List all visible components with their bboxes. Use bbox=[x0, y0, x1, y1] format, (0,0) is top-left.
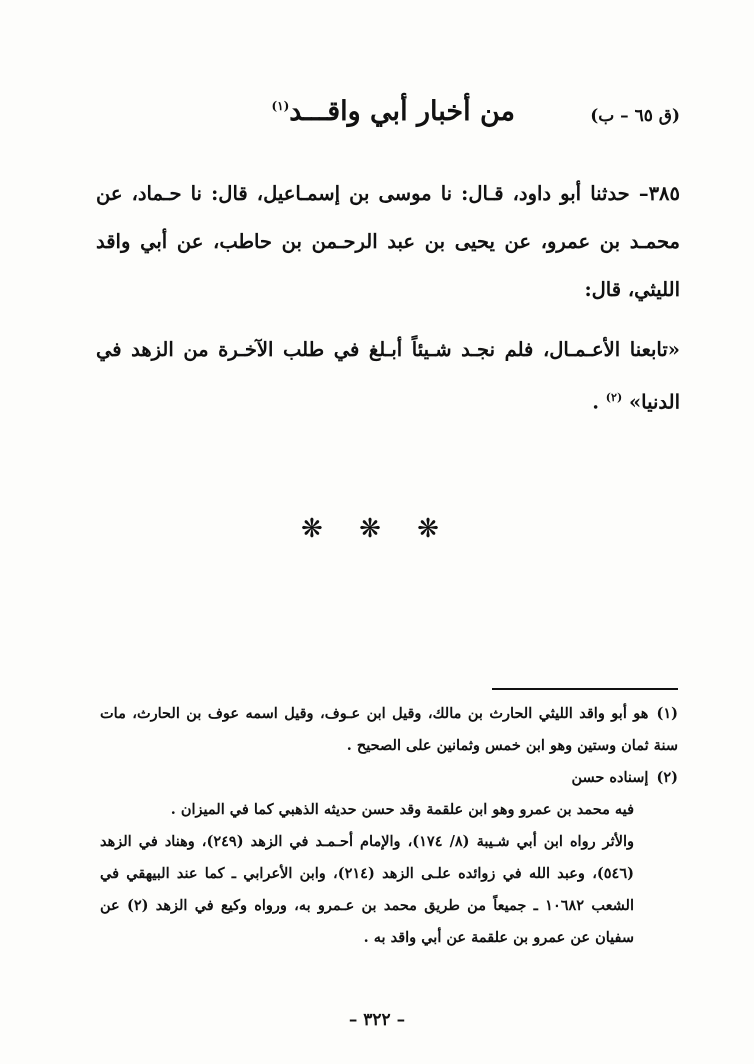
footnote-2-number: (٢) bbox=[656, 769, 678, 786]
footnote-1-text: هو أبو واقد الليثي الحارث بن مالك، وقيل ابن عـوف، وقيل اسمه عوف بن الحارث، مات سنة ثمان وستين وهو ابن خمس وثمانين على الصحيح . bbox=[100, 705, 678, 754]
footnote-1-number: (١) bbox=[656, 705, 678, 722]
chapter-title bbox=[271, 96, 515, 127]
footnote-1 bbox=[100, 698, 678, 762]
matn-end-mark: . bbox=[592, 390, 606, 414]
footnote-separator-line bbox=[492, 688, 678, 690]
footnote-2-heading-line bbox=[100, 762, 678, 794]
hadith-matn-text: «تابعنا الأعـمـال، فلم نجـد شـيئاً أبـلغ في طلب الآخـرة من الزهد في الدنيا» bbox=[96, 338, 680, 414]
section-divider-ornament: ❋ ❋ ❋ bbox=[301, 514, 453, 544]
footnotes-section bbox=[100, 698, 678, 954]
title-footnote-marker: (١) bbox=[271, 99, 290, 113]
hadith-matn bbox=[96, 326, 680, 427]
page-number: – ٣٢٢ – bbox=[348, 1010, 406, 1030]
hadith-body bbox=[96, 170, 680, 427]
matn-footnote-marker: (٢) bbox=[605, 391, 623, 404]
manuscript-folio-reference: (ق ٦٥ – ب) bbox=[590, 106, 680, 126]
hadith-isnad: ٣٨٥– حدثنا أبو داود، قـال: نا موسى بن إسمـاعيل، قال: نا حـماد، عن محمـد بن عمرو، عن يحيى بن عبد الرحـمن بن حاطب، عن أبي واقد الليثي، قال: bbox=[96, 182, 680, 301]
chapter-title-text: من أخبار أبي واقـــد bbox=[289, 96, 515, 127]
footnote-2-line-2: والأثر رواه ابن أبي شـيبة (٨/ ١٧٤)، والإمام أحـمـد في الزهد (٢٤٩)، وهناد في الزهد (٥٤٦)، وعبد الله في زوائده علـى الزهد (٢١٤)، وابن الأعرابي ـ كما عند البيهقي في الشعب ١٠٦٨٢ ـ جميعاً من طريق محمد بن عـمرو به، ورواه وكيع في الزهد (٢) عن سفيان عن عمرو بن علقمة عن أبي واقد به . bbox=[100, 833, 634, 946]
footnote-2-line-1: فيه محمد بن عمرو وهو ابن علقمة وقد حسن حديثه الذهبي كما في الميزان . bbox=[170, 801, 634, 818]
page-header bbox=[100, 96, 680, 140]
footnote-2-heading: إسناده حسن bbox=[571, 769, 649, 786]
